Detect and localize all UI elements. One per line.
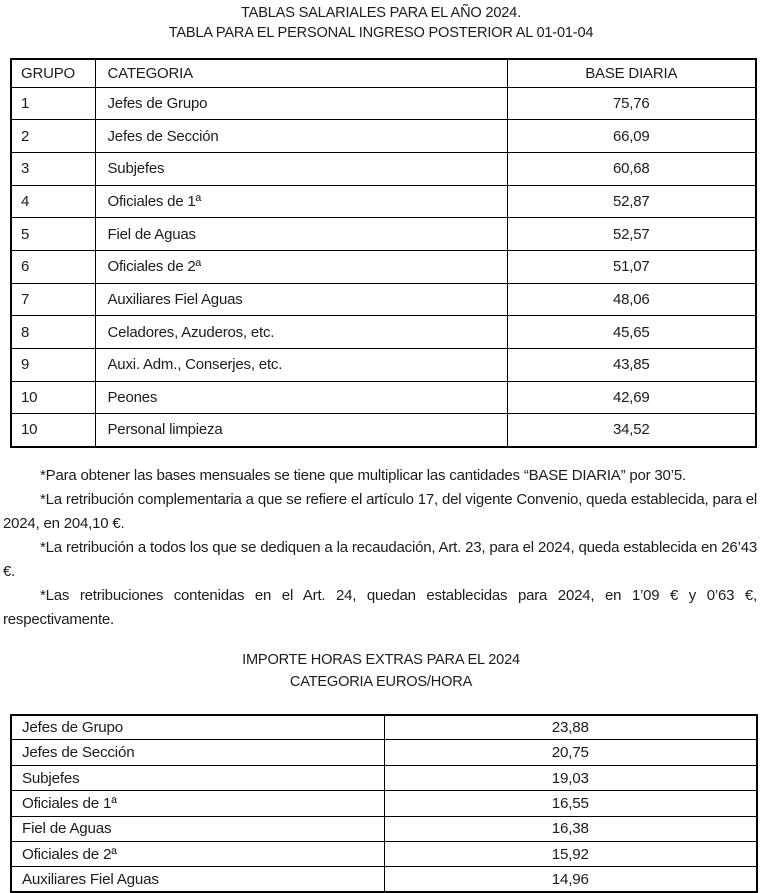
cell-grupo: 6 <box>11 250 95 283</box>
cell-euros-hora: 16,38 <box>384 816 757 841</box>
extras-title-line-1: IMPORTE HORAS EXTRAS PARA EL 2024 <box>242 651 520 668</box>
cell-base-diaria: 34,52 <box>507 414 756 447</box>
cell-categoria: Jefes de Grupo <box>95 87 507 120</box>
cell-grupo: 1 <box>11 87 95 120</box>
cell-base-diaria: 48,06 <box>507 283 756 316</box>
cell-grupo: 2 <box>11 120 95 153</box>
cell-grupo: 3 <box>11 152 95 185</box>
cell-grupo: 8 <box>11 316 95 349</box>
cell-base-diaria: 66,09 <box>507 120 756 153</box>
cell-euros-hora: 15,92 <box>384 842 757 867</box>
cell-categoria: Auxiliares Fiel Aguas <box>95 283 507 316</box>
table-row <box>11 250 756 283</box>
header-base-diaria: BASE DIARIA <box>507 59 756 87</box>
table-row <box>11 867 757 892</box>
table-row <box>11 120 756 153</box>
note-paragraph: *La retribución complementaria a que se refiere el artículo 17, del vigente Convenio, queda establecida, para el 2024, en 204,10 €. <box>3 490 757 532</box>
cell-categoria: Jefes de Sección <box>95 120 507 153</box>
cell-euros-hora: 20,75 <box>384 740 757 765</box>
title-line-1: TABLAS SALARIALES PARA EL AÑO 2024. <box>241 5 521 21</box>
table-row <box>11 87 756 120</box>
cell-base-diaria: 52,57 <box>507 218 756 251</box>
note-paragraph: *Las retribuciones contenidas en el Art. 24, quedan establecidas para 2024, en 1’09 € y 0’63 €, respectivamente. <box>3 586 757 628</box>
cell-grupo: 7 <box>11 283 95 316</box>
table-row <box>11 715 757 740</box>
document-title <box>0 0 762 43</box>
salary-table-header-row <box>11 59 756 87</box>
table-row <box>11 316 756 349</box>
cell-categoria: Fiel de Aguas <box>11 816 384 841</box>
cell-categoria: Subjefes <box>95 152 507 185</box>
cell-categoria: Auxi. Adm., Conserjes, etc. <box>95 349 507 382</box>
cell-categoria: Oficiales de 1ª <box>95 185 507 218</box>
table-row <box>11 791 757 816</box>
table-row <box>11 185 756 218</box>
table-row <box>11 381 756 414</box>
cell-categoria: Oficiales de 2ª <box>95 250 507 283</box>
note-paragraph: *Para obtener las bases mensuales se tiene que multiplicar las cantidades “BASE DIARIA” por 30’5. <box>40 466 686 484</box>
table-row <box>11 152 756 185</box>
cell-euros-hora: 16,55 <box>384 791 757 816</box>
cell-base-diaria: 45,65 <box>507 316 756 349</box>
cell-base-diaria: 42,69 <box>507 381 756 414</box>
cell-categoria: Subjefes <box>11 765 384 790</box>
cell-grupo: 5 <box>11 218 95 251</box>
extras-table <box>10 714 758 893</box>
cell-categoria: Oficiales de 1ª <box>11 791 384 816</box>
table-row <box>11 283 756 316</box>
cell-categoria: Oficiales de 2ª <box>11 842 384 867</box>
cell-categoria: Celadores, Azuderos, etc. <box>95 316 507 349</box>
cell-grupo: 4 <box>11 185 95 218</box>
cell-categoria: Auxiliares Fiel Aguas <box>11 867 384 892</box>
cell-euros-hora: 14,96 <box>384 867 757 892</box>
extras-title <box>0 649 762 693</box>
table-row <box>11 218 756 251</box>
cell-categoria: Personal limpieza <box>95 414 507 447</box>
note-paragraph: *La retribución a todos los que se dediquen a la recaudación, Art. 23, para el 2024, queda establecida en 26’43 €. <box>3 538 757 580</box>
cell-base-diaria: 60,68 <box>507 152 756 185</box>
cell-categoria: Jefes de Sección <box>11 740 384 765</box>
table-row <box>11 765 757 790</box>
cell-grupo: 9 <box>11 349 95 382</box>
cell-base-diaria: 75,76 <box>507 87 756 120</box>
cell-grupo: 10 <box>11 414 95 447</box>
table-row <box>11 842 757 867</box>
salary-table <box>10 58 757 448</box>
cell-categoria: Fiel de Aguas <box>95 218 507 251</box>
table-row <box>11 816 757 841</box>
table-row <box>11 414 756 447</box>
cell-base-diaria: 51,07 <box>507 250 756 283</box>
cell-categoria: Jefes de Grupo <box>11 715 384 740</box>
cell-grupo: 10 <box>11 381 95 414</box>
cell-euros-hora: 23,88 <box>384 715 757 740</box>
table-row <box>11 740 757 765</box>
header-categoria: CATEGORIA <box>95 59 507 87</box>
notes-block <box>3 464 757 632</box>
cell-base-diaria: 43,85 <box>507 349 756 382</box>
title-line-2: TABLA PARA EL PERSONAL INGRESO POSTERIOR AL 01-01-04 <box>168 25 594 41</box>
header-grupo: GRUPO <box>11 59 95 87</box>
cell-base-diaria: 52,87 <box>507 185 756 218</box>
table-row <box>11 349 756 382</box>
cell-euros-hora: 19,03 <box>384 765 757 790</box>
extras-title-line-2: CATEGORIA EUROS/HORA <box>289 673 473 690</box>
cell-categoria: Peones <box>95 381 507 414</box>
